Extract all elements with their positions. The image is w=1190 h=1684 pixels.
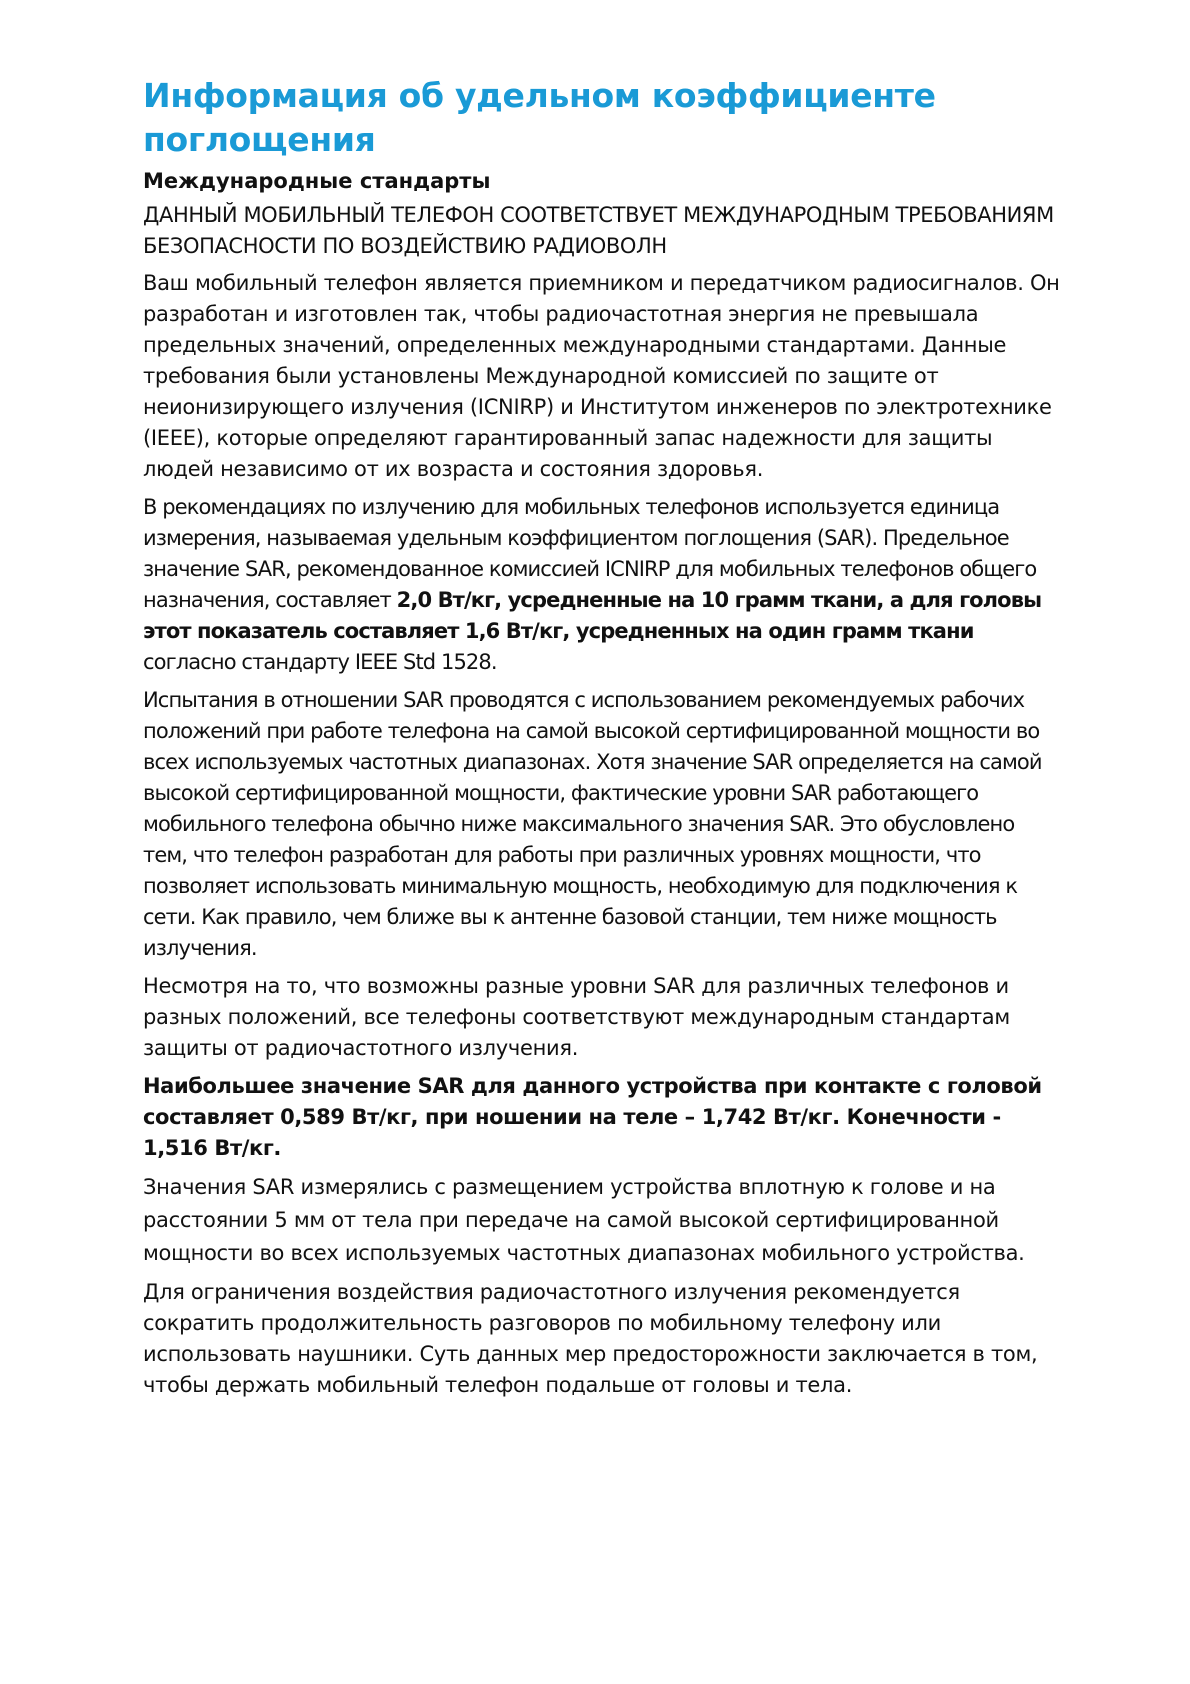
- paragraph-compliance: Несмотря на то, что возможны разные уровни SAR для различных телефонов и разных положений, все телефоны соответствуют международным стандартам защиты от радиочастотного излучения.: [143, 974, 1010, 1060]
- sar-highest-values: Наибольшее значение SAR для данного устройства при контакте с головой составляет 0,589 Вт/кг, при ношении на теле – 1,742 Вт/кг. Конечности - 1,516 Вт/кг.: [143, 1074, 1042, 1160]
- paragraph-testing: Испытания в отношении SAR проводятся с использованием рекомендуемых рабочих положений при работе телефона на самой высокой сертифицированной мощности во всех используемых частотных диапазонах. Хотя значение SAR определяется на самой высокой сертифицированной мощности, фактические уровни SAR работающего мобильного телефона обычно ниже максимального значения SAR. Это обусловлено тем, что телефон разработан для работы при различных уровнях мощности, что позволяет использовать минимальную мощность, необходимую для подключения к сети. Как правило, чем ближе вы к антенне базовой станции, тем ниже мощность излучения.: [143, 688, 1042, 960]
- compliance-statement: ДАННЫЙ МОБИЛЬНЫЙ ТЕЛЕФОН СООТВЕТСТВУЕТ МЕЖДУНАРОДНЫМ ТРЕБОВАНИЯМ БЕЗОПАСНОСТИ ПО ВОЗДЕЙСТВИЮ РАДИОВОЛН: [143, 203, 1054, 258]
- paragraph-recommendation: Для ограничения воздействия радиочастотного излучения рекомендуется сократить продолжительность разговоров по мобильному телефону или использовать наушники. Суть данных мер предосторожности заключается в том, чтобы держать мобильный телефон подальше от головы и тела.: [143, 1280, 1038, 1397]
- section-heading: Международные стандарты: [143, 169, 491, 193]
- paragraph-intro: Ваш мобильный телефон является приемником и передатчиком радиосигналов. Он разработан и изготовлен так, чтобы радиочастотная энергия не превышала предельных значений, определенных международными стандартами. Данные требования были установлены Международной комиссией по защите от неионизирующего излучения (ICNIRP) и Институтом инженеров по электротехнике (IEEE), которые определяют гарантированный запас надежности для защиты людей независимо от их возраста и состояния здоровья.: [143, 271, 1060, 481]
- sar-limits-text: В рекомендациях по излучению для мобильных телефонов используется единица измерения, называемая удельным коэффициентом поглощения (SAR). Предельное значение SAR, рекомендованное комиссией ICNIRP для мобильных телефонов общего назначения, составляет: [143, 495, 1037, 612]
- paragraph-measurement: Значения SAR измерялись с размещением устройства вплотную к голове и на расстоянии 5 мм от тела при передаче на самой высокой сертифицированной мощности во всех используемых частотных диапазонах мобильного устройства.: [143, 1175, 1025, 1265]
- paragraph-sar-limits: [143, 492, 1063, 678]
- sar-limits-bold: 2,0 Вт/кг, усредненные на 10 грамм ткани, а для головы этот показатель составляет 1,6 Вт/кг, усредненных на один грамм ткани: [143, 588, 1042, 643]
- sar-limits-end: согласно стандарту IEEE Std 1528.: [143, 650, 497, 674]
- page-title: Информация об удельном коэффициенте поглощения: [143, 76, 936, 159]
- document-page: [143, 74, 1063, 1408]
